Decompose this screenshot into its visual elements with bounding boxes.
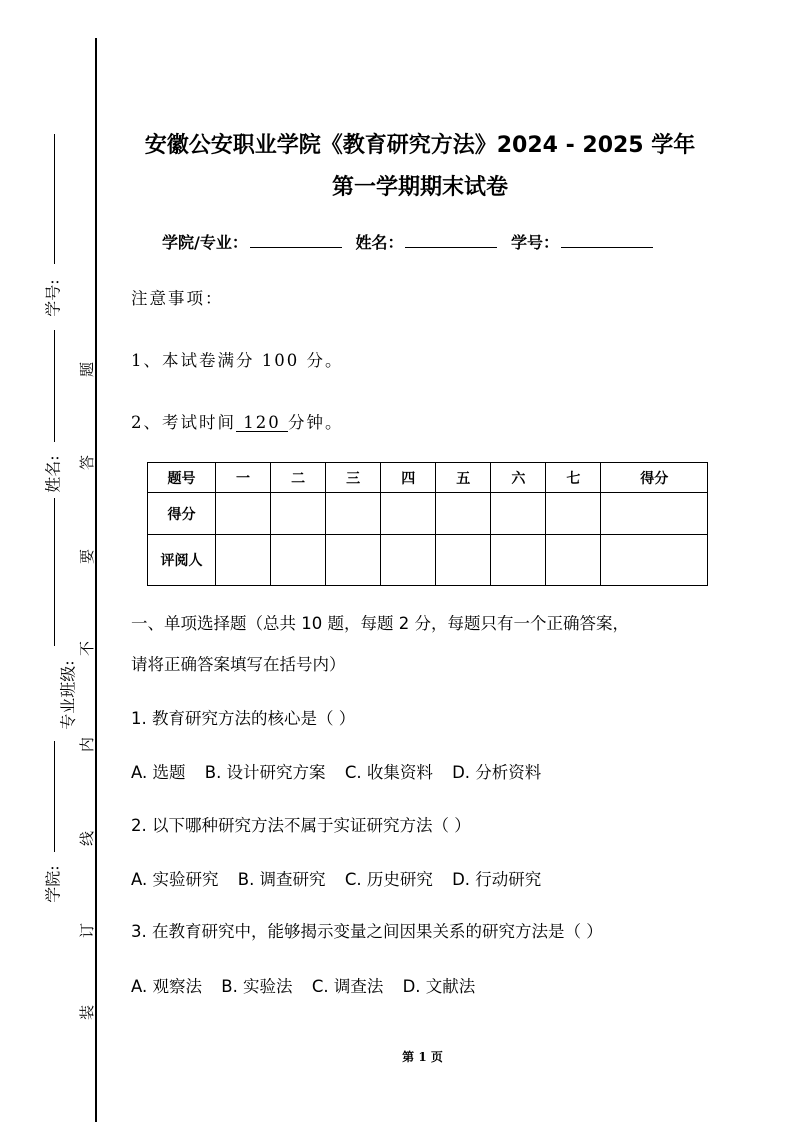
notes-heading: 注意事项： [131, 289, 224, 308]
score-cell[interactable] [436, 493, 491, 535]
binding-line-segment [54, 134, 55, 264]
option-c: C. 调查法 [311, 977, 384, 996]
score-cell[interactable] [491, 493, 546, 535]
question-3-stem: 3. 在教育研究中，能够揭示变量之间因果关系的研究方法是（ ） [131, 922, 603, 941]
score-row [148, 493, 708, 535]
question-2-options [131, 866, 555, 890]
header-cell: 七 [546, 463, 601, 493]
seal-char: 不 [78, 640, 97, 657]
header-cell: 二 [271, 463, 326, 493]
class-label: 专业班级: [58, 660, 78, 730]
student-id-label: 学号： [511, 233, 560, 252]
score-cell[interactable] [271, 493, 326, 535]
option-a: A. 选题 [131, 763, 186, 782]
binding-line-segment [54, 741, 55, 852]
exam-title-line1: 安徽公安职业学院《教育研究方法》2024 - 2025 学年 [144, 133, 696, 158]
student-id-field[interactable] [561, 233, 653, 248]
note-item-1: 1、本试卷满分 100 分。 [131, 351, 344, 370]
section1-heading-line2: 请将正确答案填写在括号内） [131, 655, 346, 674]
grader-cell[interactable] [491, 535, 546, 586]
option-b: B. 调查研究 [237, 870, 326, 889]
seal-char: 答 [78, 454, 97, 471]
option-d: D. 行动研究 [452, 870, 542, 889]
student-info-row [162, 230, 661, 253]
option-a: A. 实验研究 [131, 870, 219, 889]
name-label: 姓名: [44, 455, 63, 493]
seal-char: 要 [78, 548, 97, 565]
grader-cell[interactable] [271, 535, 326, 586]
header-cell: 四 [381, 463, 436, 493]
binding-line-segment [54, 330, 55, 442]
question-1-stem: 1. 教育研究方法的核心是（ ） [131, 709, 356, 728]
header-cell: 三 [326, 463, 381, 493]
college-major-field[interactable] [250, 233, 342, 248]
score-table-header-row [148, 463, 708, 493]
seal-char: 订 [78, 922, 97, 939]
option-d: D. 文献法 [402, 977, 476, 996]
option-c: C. 收集资料 [344, 763, 433, 782]
score-cell[interactable] [216, 493, 271, 535]
grader-cell[interactable] [601, 535, 708, 586]
option-c: C. 历史研究 [344, 870, 433, 889]
header-cell: 题号 [148, 463, 216, 493]
seal-char: 线 [78, 830, 97, 847]
exam-title-line2: 第一学期期末试卷 [331, 175, 508, 200]
grader-row [148, 535, 708, 586]
option-b: B. 实验法 [221, 977, 293, 996]
college-major-label: 学院/专业： [162, 233, 248, 252]
score-cell[interactable] [601, 493, 708, 535]
note-item-2-suffix: 分钟。 [287, 413, 344, 432]
header-cell: 五 [436, 463, 491, 493]
grader-cell[interactable] [216, 535, 271, 586]
score-cell[interactable] [381, 493, 436, 535]
question-2-stem: 2. 以下哪种研究方法不属于实证研究方法（ ） [131, 816, 471, 835]
row-label: 得分 [148, 493, 216, 535]
header-cell: 一 [216, 463, 271, 493]
question-1-options [131, 759, 555, 783]
name-label: 姓名： [355, 233, 404, 252]
exam-duration-value: 120 [236, 413, 288, 432]
grader-cell[interactable] [381, 535, 436, 586]
seal-char: 题 [78, 361, 97, 378]
section1-heading-line1: 一、单项选择题（总共 10 题，每题 2 分，每题只有一个正确答案， [131, 614, 629, 633]
grader-cell[interactable] [546, 535, 601, 586]
header-cell: 得分 [601, 463, 708, 493]
seal-char: 内 [78, 736, 97, 753]
note-item-2-prefix: 2、考试时间 [131, 413, 236, 432]
page-number: 第 1 页 [402, 1050, 443, 1064]
row-label: 评阅人 [148, 535, 216, 586]
name-field[interactable] [405, 233, 497, 248]
seal-char: 装 [78, 1004, 97, 1021]
header-cell: 六 [491, 463, 546, 493]
college-label: 学院: [44, 865, 63, 903]
note-item-2 [131, 409, 343, 433]
binding-line-segment [54, 498, 55, 646]
option-b: B. 设计研究方案 [204, 763, 326, 782]
grader-cell[interactable] [326, 535, 381, 586]
score-table [147, 462, 708, 586]
question-3-options [131, 973, 489, 997]
score-cell[interactable] [326, 493, 381, 535]
binding-divider-line [95, 38, 97, 1122]
option-a: A. 观察法 [131, 977, 202, 996]
option-d: D. 分析资料 [452, 763, 542, 782]
score-cell[interactable] [546, 493, 601, 535]
student-id-label: 学号: [44, 279, 63, 317]
grader-cell[interactable] [436, 535, 491, 586]
